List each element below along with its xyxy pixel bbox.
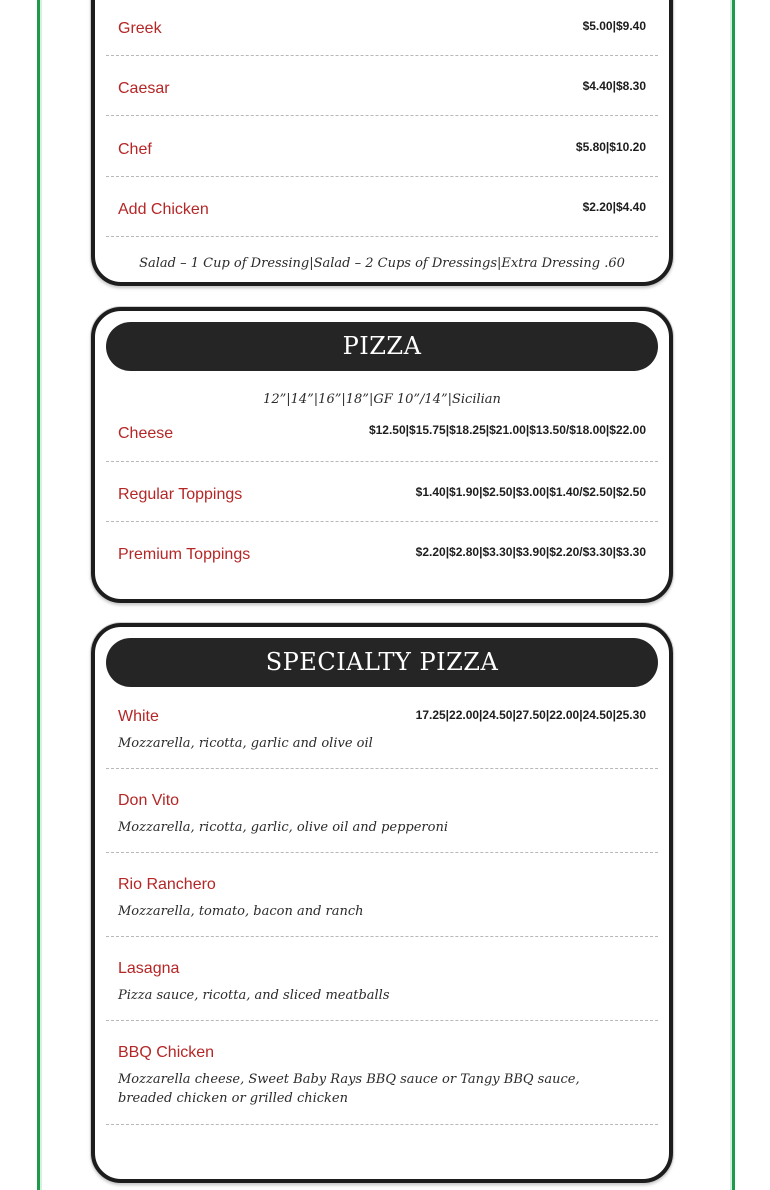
- item-name: Regular Toppings: [118, 486, 243, 503]
- menu-item: [106, 522, 658, 581]
- item-price: $1.40|$1.90|$2.50|$3.00|$1.40/$2.50|$2.50: [415, 485, 646, 499]
- item-name: White: [118, 708, 159, 725]
- item-price: $2.20|$2.80|$3.30|$3.90|$2.20/$3.30|$3.30: [415, 545, 646, 559]
- item-description: Mozzarella, tomato, bacon and ranch: [118, 904, 364, 919]
- item-price: $12.50|$15.75|$18.25|$21.00|$13.50/$18.00|$22.00: [368, 423, 646, 437]
- specialty-pizza-menu-card: [91, 623, 673, 1183]
- menu-item: [106, 937, 658, 1021]
- item-price: $2.20|$4.40: [582, 200, 646, 214]
- menu-item: [106, 1021, 658, 1125]
- item-name: Rio Ranchero: [118, 876, 216, 893]
- section-title: SPECIALTY PIZZA: [106, 638, 658, 687]
- item-name: BBQ Chicken: [118, 1044, 215, 1061]
- item-description: Mozzarella, ricotta, garlic and olive oil: [118, 736, 373, 751]
- menu-item: [106, 116, 658, 177]
- dressing-note: Salad – 1 Cup of Dressing|Salad – 2 Cups of Dressings|Extra Dressing .60: [139, 256, 625, 271]
- pizza-menu-card: [91, 307, 673, 603]
- menu-item: [106, 853, 658, 937]
- item-name: Don Vito: [118, 792, 180, 809]
- menu-item: [106, 4, 658, 56]
- item-name: Chef: [118, 141, 152, 158]
- item-price: 17.25|22.00|24.50|27.50|22.00|24.50|25.30: [415, 708, 646, 722]
- menu-item: [106, 177, 658, 237]
- section-title: PIZZA: [106, 322, 658, 371]
- item-description: Pizza sauce, ricotta, and sliced meatballs: [118, 988, 390, 1003]
- menu-item: [106, 691, 658, 769]
- menu-item: [106, 56, 658, 116]
- item-price: $4.40|$8.30: [582, 79, 646, 93]
- salad-menu-card: [91, 0, 673, 286]
- item-name: Caesar: [118, 80, 170, 97]
- item-description: Mozzarella, ricotta, garlic, olive oil and pepperoni: [118, 820, 449, 835]
- item-name: Premium Toppings: [118, 546, 251, 563]
- item-description: Mozzarella cheese, Sweet Baby Rays BBQ sauce or Tangy BBQ sauce, breaded chicken or grilled chicken: [118, 1072, 580, 1106]
- menu-item: [106, 769, 658, 853]
- item-name: Cheese: [118, 425, 174, 442]
- menu-item: [106, 411, 658, 462]
- pizza-sizes-note: 12”|14”|16”|18”|GF 10”/14”|Sicilian: [263, 392, 501, 407]
- item-name: Lasagna: [118, 960, 180, 977]
- item-name: Add Chicken: [118, 201, 209, 218]
- item-price: $5.00|$9.40: [582, 19, 646, 33]
- menu-item: [106, 462, 658, 522]
- item-price: $5.80|$10.20: [575, 140, 646, 154]
- item-name: Greek: [118, 20, 162, 37]
